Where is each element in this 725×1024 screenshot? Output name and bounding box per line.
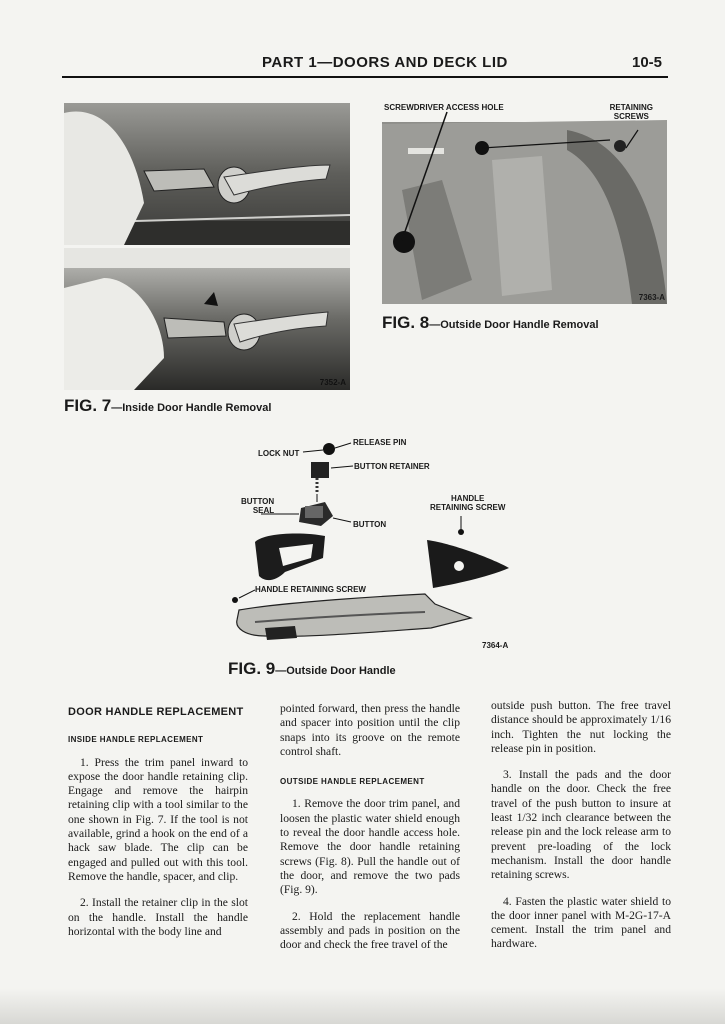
- fig9-caption-num: FIG. 9: [228, 659, 276, 678]
- fig9-label-handle-screw-bottom: HANDLE RETAINING SCREW: [255, 585, 366, 594]
- fig9-label-handle-line1: HANDLE: [451, 494, 485, 503]
- fig7-photo-bottom: [64, 248, 350, 390]
- fig8-code: 7363-A: [638, 293, 665, 302]
- fig8-photo: [382, 100, 667, 304]
- fig9-handle: [237, 594, 471, 640]
- page-number: 10-5: [632, 54, 663, 71]
- fig9-label-lock-nut: LOCK NUT: [258, 449, 300, 458]
- fig9-caption-text: —Outside Door Handle: [275, 665, 396, 677]
- paragraph: pointed forward, then press the handle and spacer into position until the clip snaps into its groove on the remote control shaft.: [280, 702, 460, 758]
- text-column-2: [280, 702, 460, 962]
- fig9-button-retainer: [311, 462, 353, 494]
- fig9-label-handle-retaining-screw: [430, 494, 505, 512]
- paragraph: 3. Install the pads and the door handle on the door. Check the free travel of the push button to insure at least 1/32 inch clearance between the release pin and the lock release arm to prevent pre-loading of the lock mechanism. Install the door handle retaining screws.: [491, 768, 671, 882]
- fig9-label-button-seal-line2: SEAL: [252, 506, 275, 515]
- fig9-label-release-pin: RELEASE PIN: [353, 438, 407, 447]
- fig8-label-retaining-screws: [610, 103, 653, 121]
- paragraph: outside push button. The free travel distance should be approximately 1/16 inch. Tighten the nut locking the release pin in position.: [491, 699, 671, 755]
- paragraph: 2. Hold the replacement handle assembly and pads in position on the door and check the free travel of the: [280, 909, 460, 952]
- fig8-photo-illustration: [382, 100, 667, 304]
- fig8-label-screwdriver: SCREWDRIVER ACCESS HOLE: [384, 103, 504, 112]
- fig9-release-pin-leader: [335, 443, 351, 448]
- outside-handle-heading: OUTSIDE HANDLE REPLACEMENT: [280, 777, 425, 787]
- fig9-caption: [228, 659, 396, 679]
- fig9-label-button-seal-line1: BUTTON: [241, 497, 275, 506]
- inside-handle-heading: INSIDE HANDLE REPLACEMENT: [68, 735, 204, 745]
- fig9-label-handle-line2: RETAINING SCREW: [430, 503, 506, 512]
- text-column-1: [68, 705, 248, 949]
- fig7-caption-text: —Inside Door Handle Removal: [111, 402, 272, 414]
- fig9-label-button-retainer: BUTTON RETAINER: [354, 462, 430, 471]
- fig9-pad-right: [427, 540, 509, 588]
- fig8-caption-text: —Outside Door Handle Removal: [429, 319, 599, 331]
- fig9-label-button-seal: [241, 497, 274, 515]
- fig8-caption: [382, 313, 599, 333]
- fig9-lock-nut: [303, 443, 335, 455]
- header-rule: [62, 76, 668, 78]
- paragraph: 1. Press the trim panel inward to expose the door handle retaining clip. Engage and remove the hairpin retaining clip with a tool similar to the one shown in Fig. 7. If the tool is not available, grind a hook on the end of a hack saw blade. The clip can be engaged and pulled out with this tool. Remove the handle, spacer, and clip.: [68, 755, 248, 883]
- fig9-button: [261, 494, 351, 526]
- paragraph: 2. Install the retainer clip in the slot on the handle. Install the handle horizontal with the body line and: [68, 896, 248, 938]
- fig7-photo-top-illustration: [64, 103, 350, 245]
- fig9-label-button: BUTTON: [353, 520, 387, 529]
- fig7-caption: [64, 396, 271, 416]
- paragraph: 4. Fasten the plastic water shield to the door inner panel with M-2G-17-A cement. Install the trim panel and hardware.: [491, 894, 671, 951]
- text-column-3: [491, 699, 671, 962]
- section-heading: DOOR HANDLE REPLACEMENT: [68, 706, 244, 718]
- page-header-title: PART 1—DOORS AND DECK LID: [262, 54, 508, 71]
- fig7-photo-bottom-illustration: [64, 248, 350, 390]
- fig8-label-retaining-line2: SCREWS: [613, 112, 649, 121]
- fig9-pad-right-hole: [454, 561, 464, 571]
- fig7-photo-top: [64, 103, 350, 245]
- fig9-code: 7364-A: [482, 641, 509, 650]
- fig7-caption-num: FIG. 7: [64, 396, 112, 415]
- fig9-handle-screw-leader2: [239, 590, 255, 598]
- fig8-caption-num: FIG. 8: [382, 313, 430, 332]
- paragraph: 1. Remove the door trim panel, and loosen the plastic water shield enough to reveal the door handle access hole. Remove the door handle retaining screws (Fig. 8). Pull the handle out of the door, and remove the two pads (Fig. 9).: [280, 797, 460, 897]
- fig7-code: 7352-A: [319, 378, 346, 387]
- fig9-handle-screw: [232, 597, 238, 603]
- fig8-label-retaining-line1: RETAINING: [609, 103, 653, 112]
- page-bottom-edge: [0, 988, 725, 1024]
